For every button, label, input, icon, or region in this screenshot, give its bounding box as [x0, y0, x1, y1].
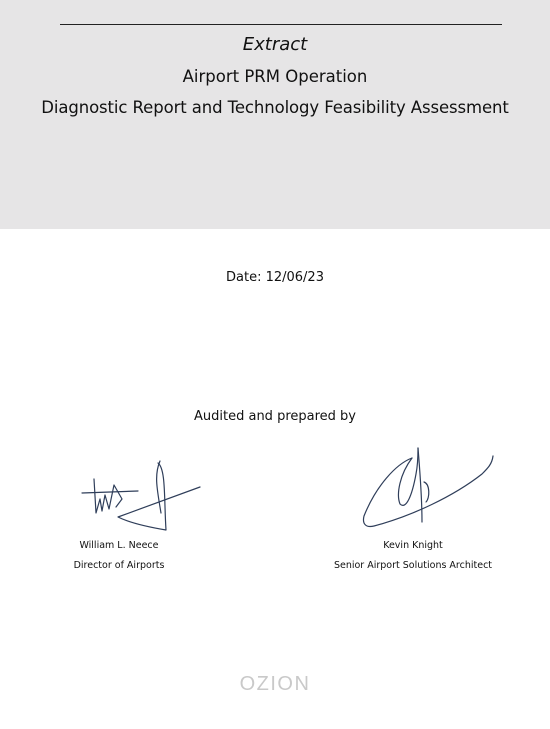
- footer-logo-container: [0, 672, 550, 696]
- top-rule: [60, 24, 502, 25]
- signer-role-right: Senior Airport Solutions Architect: [333, 560, 493, 571]
- header-band: [0, 0, 550, 229]
- signer-role-left: Director of Airports: [73, 560, 165, 571]
- document-title: Diagnostic Report and Technology Feasibility Assessment: [41, 98, 509, 117]
- signer-name-right: Kevin Knight: [383, 540, 443, 551]
- signature-left: [78, 455, 208, 535]
- document-date: Date: 12/06/23: [226, 270, 324, 285]
- signature-right: [356, 446, 501, 536]
- document-label: Extract: [242, 34, 308, 55]
- signer-name-left: William L. Neece: [79, 540, 159, 551]
- document-subtitle: Airport PRM Operation: [182, 67, 368, 86]
- ozion-logo: OZION: [239, 673, 311, 695]
- prepared-by-label: Audited and prepared by: [194, 409, 356, 424]
